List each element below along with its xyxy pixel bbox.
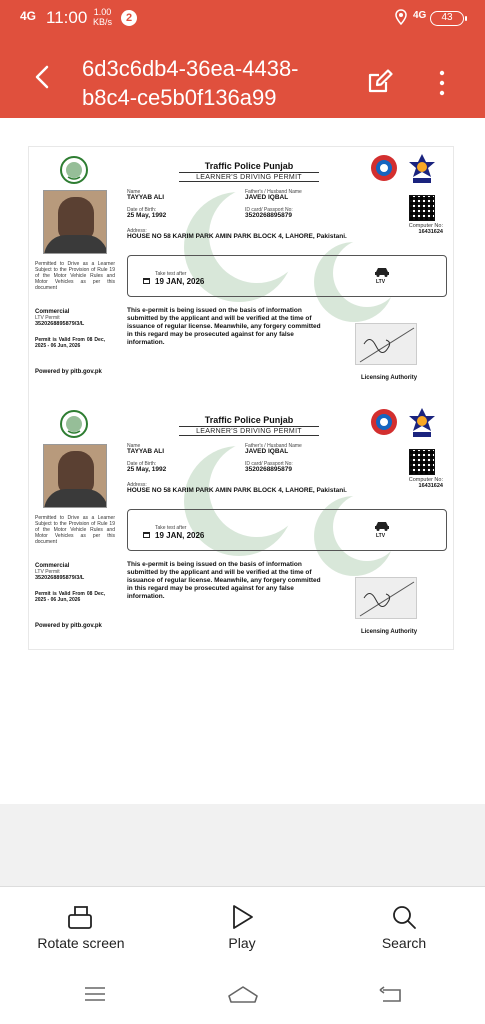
permitted-text: Permitted to Drive as a Learner Subject to the Provision of Rule 19 of the Motor Vehicle Rules and Motor Vehicles as per this document bbox=[35, 261, 115, 291]
permitted-text: Permitted to Drive as a Learner Subject to the Provision of Rule 19 of the Motor Vehicle Rules and Motor Vehicles as per this document bbox=[35, 515, 115, 545]
calendar-icon bbox=[143, 531, 150, 538]
signal-indicator: 4G bbox=[20, 9, 37, 23]
edit-icon[interactable] bbox=[366, 68, 394, 96]
computer-no-label: Computer No: bbox=[408, 223, 443, 229]
permit-number: 3520268895879/3/L bbox=[35, 575, 85, 581]
play-label: Play bbox=[228, 935, 256, 951]
viewer-background bbox=[0, 804, 485, 886]
id-label: ID card/ Passport No: bbox=[245, 207, 293, 213]
take-test-label: Take test after bbox=[155, 271, 187, 277]
permit-notice: This e-permit is being issued on the basis of information submitted by the applicant and will be verified at the time of issuance of regular license. Meanwhile, any forgery committed in this regard may be prosecuted against for any false information. bbox=[127, 307, 321, 346]
computer-no: 16431624 bbox=[418, 229, 443, 235]
applicant-photo bbox=[43, 444, 107, 508]
permit-card bbox=[29, 147, 455, 397]
home-icon[interactable] bbox=[227, 984, 259, 1006]
powered-by: Powered by pitb.gov.pk bbox=[35, 623, 102, 629]
notification-badge: 2 bbox=[121, 10, 137, 26]
name-label: Name bbox=[127, 443, 141, 449]
document-viewer[interactable] bbox=[0, 118, 485, 804]
vehicle-type: LTV bbox=[376, 533, 386, 539]
play-button[interactable] bbox=[182, 887, 302, 969]
battery-indicator: 43 bbox=[430, 11, 464, 26]
address: HOUSE NO 58 KARIM PARK AMIN PARK BLOCK 4, LAHORE, Pakistani. bbox=[127, 487, 347, 494]
address: HOUSE NO 58 KARIM PARK AMIN PARK BLOCK 4, LAHORE, Pakistani. bbox=[127, 233, 347, 240]
system-navigation-bar bbox=[0, 968, 485, 1024]
chevron-left-icon[interactable] bbox=[30, 64, 56, 90]
punjab-government-logo bbox=[59, 409, 89, 439]
car-icon bbox=[374, 267, 390, 277]
take-test-date: 19 JAN, 2026 bbox=[155, 277, 205, 286]
permit-category: Commercial bbox=[35, 563, 70, 569]
authority-signature bbox=[355, 577, 417, 619]
id-label: ID card/ Passport No: bbox=[245, 461, 293, 467]
permit-category-sub: LTV Permit bbox=[35, 315, 60, 321]
applicant-name: TAYYAB ALI bbox=[127, 194, 165, 201]
take-test-label: Take test after bbox=[155, 525, 187, 531]
permit-validity: Permit is Valid From 08 Dec, 2025 - 06 Jun, 2026 bbox=[35, 591, 105, 603]
vehicle-type: LTV bbox=[376, 279, 386, 285]
date-of-birth: 25 May, 1992 bbox=[127, 466, 167, 473]
network-type: 4G bbox=[413, 10, 427, 21]
qr-code bbox=[409, 195, 435, 221]
punjab-government-logo bbox=[59, 155, 89, 185]
calendar-icon bbox=[143, 277, 150, 284]
address-label: Address: bbox=[127, 228, 147, 234]
powered-by: Powered by pitb.gov.pk bbox=[35, 369, 102, 375]
document-title: 6d3c6db4-36ea-4438-b8c4-ce5b0f136a99 bbox=[82, 56, 299, 110]
search-button[interactable] bbox=[344, 887, 464, 969]
rotate-screen-button[interactable] bbox=[21, 887, 141, 969]
traffic-police-badge-icon bbox=[370, 408, 398, 436]
qr-code bbox=[409, 449, 435, 475]
permit-header-title: Traffic Police Punjab bbox=[179, 161, 319, 173]
clock: 11:00 bbox=[46, 8, 88, 27]
bottom-toolbar bbox=[0, 886, 485, 968]
document-page[interactable] bbox=[28, 146, 454, 650]
permit-header-subtitle: LEARNER'S DRIVING PERMIT bbox=[179, 428, 319, 436]
more-vertical-icon[interactable] bbox=[432, 70, 452, 96]
licensing-authority: Licensing Authority bbox=[360, 629, 418, 635]
date-of-birth: 25 May, 1992 bbox=[127, 212, 167, 219]
app-bar bbox=[0, 38, 485, 118]
car-icon bbox=[374, 521, 390, 531]
address-label: Address: bbox=[127, 482, 147, 488]
father-name-label: Father's / Husband Name bbox=[245, 443, 302, 449]
traffic-police-badge-icon bbox=[370, 154, 398, 182]
rotate-screen-icon bbox=[67, 903, 95, 931]
punjab-police-badge-icon bbox=[405, 152, 439, 186]
network-speed: 1.00 KB/s bbox=[93, 7, 113, 27]
search-icon bbox=[390, 903, 418, 931]
status-bar bbox=[0, 0, 485, 38]
permit-header-title: Traffic Police Punjab bbox=[179, 415, 319, 427]
punjab-police-badge-icon bbox=[405, 406, 439, 440]
computer-no: 16431624 bbox=[418, 483, 443, 489]
licensing-authority: Licensing Authority bbox=[360, 375, 418, 381]
applicant-name: TAYYAB ALI bbox=[127, 448, 165, 455]
father-name: JAVED IQBAL bbox=[245, 194, 289, 201]
id-number: 3520268895879 bbox=[245, 212, 292, 219]
play-icon bbox=[228, 903, 256, 931]
authority-signature bbox=[355, 323, 417, 365]
permit-category-sub: LTV Permit bbox=[35, 569, 60, 575]
take-test-date: 19 JAN, 2026 bbox=[155, 531, 205, 540]
applicant-photo bbox=[43, 190, 107, 254]
name-label: Name bbox=[127, 189, 141, 195]
computer-no-label: Computer No: bbox=[408, 477, 443, 483]
permit-validity: Permit is Valid From 08 Dec, 2025 - 06 Jun, 2026 bbox=[35, 337, 105, 349]
father-name: JAVED IQBAL bbox=[245, 448, 289, 455]
dob-label: Date of Birth: bbox=[127, 207, 157, 213]
menu-icon[interactable] bbox=[84, 984, 106, 1004]
permit-number: 3520268895879/3/L bbox=[35, 321, 85, 327]
father-name-label: Father's / Husband Name bbox=[245, 189, 302, 195]
id-number: 3520268895879 bbox=[245, 466, 292, 473]
permit-category: Commercial bbox=[35, 309, 70, 315]
permit-notice: This e-permit is being issued on the basis of information submitted by the applicant and will be verified at the time of issuance of regular license. Meanwhile, any forgery committed in this regard may be prosecuted against for any false information. bbox=[127, 561, 321, 600]
location-icon bbox=[395, 9, 407, 25]
back-icon[interactable] bbox=[379, 984, 403, 1004]
permit-header-subtitle: LEARNER'S DRIVING PERMIT bbox=[179, 174, 319, 182]
dob-label: Date of Birth: bbox=[127, 461, 157, 467]
permit-card bbox=[29, 401, 455, 651]
search-label: Search bbox=[381, 935, 427, 951]
rotate-screen-label: Rotate screen bbox=[37, 935, 125, 951]
